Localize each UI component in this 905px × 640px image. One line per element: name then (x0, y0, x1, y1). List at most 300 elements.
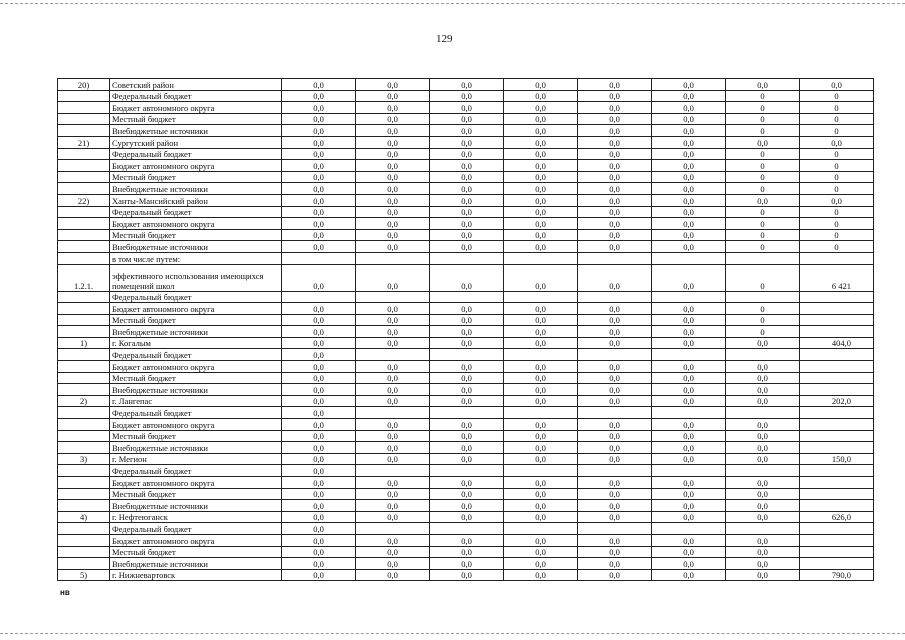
value-cell: 0,0 (430, 442, 504, 454)
value-cell (800, 430, 874, 442)
value-cell: 0,0 (356, 558, 430, 570)
table-row (58, 229, 874, 241)
value-cell: 0,0 (726, 337, 800, 349)
table-row (58, 349, 874, 361)
row-number-cell (58, 442, 110, 454)
value-cell (800, 477, 874, 489)
value-cell: 0,0 (652, 136, 726, 148)
row-name-cell: Федеральный бюджет (110, 465, 282, 477)
value-cell (800, 372, 874, 384)
value-cell: 0,0 (578, 314, 652, 326)
value-cell (578, 349, 652, 361)
value-cell: 0 (800, 183, 874, 195)
value-cell: 0,0 (652, 546, 726, 558)
value-cell: 0,0 (504, 361, 578, 373)
table-row (58, 419, 874, 431)
value-cell: 0,0 (356, 361, 430, 373)
value-cell: 0,0 (578, 113, 652, 125)
value-cell: 0,0 (578, 534, 652, 546)
value-cell: 0,0 (504, 546, 578, 558)
value-cell: 0,0 (504, 183, 578, 195)
row-number-cell (58, 206, 110, 218)
value-cell: 0,0 (356, 136, 430, 148)
value-cell: 0,0 (504, 558, 578, 570)
value-cell: 0,0 (578, 430, 652, 442)
value-cell: 0,0 (504, 241, 578, 253)
value-cell: 0,0 (504, 194, 578, 206)
value-cell: 0,0 (504, 206, 578, 218)
value-cell (282, 291, 356, 303)
row-number-cell: 1.2.1. (58, 264, 110, 291)
row-name-cell: в том числе путем: (110, 252, 282, 264)
value-cell: 0,0 (578, 558, 652, 570)
row-name-cell: Местный бюджет (110, 314, 282, 326)
value-cell: 0,0 (356, 453, 430, 465)
row-number-cell (58, 488, 110, 500)
value-cell: 404,0 (800, 337, 874, 349)
row-number-cell (58, 361, 110, 373)
value-cell: 0,0 (504, 113, 578, 125)
value-cell (430, 407, 504, 419)
value-cell: 0,0 (430, 488, 504, 500)
table-row (58, 523, 874, 535)
row-number-cell (58, 102, 110, 114)
value-cell: 0,0 (504, 136, 578, 148)
value-cell (726, 349, 800, 361)
value-cell: 0,0 (578, 477, 652, 489)
value-cell: 0,0 (430, 183, 504, 195)
value-cell: 0 (800, 241, 874, 253)
value-cell (652, 349, 726, 361)
value-cell (652, 252, 726, 264)
value-cell: 0 (726, 171, 800, 183)
value-cell: 0,0 (652, 113, 726, 125)
row-name-cell: Сургутский район (110, 136, 282, 148)
value-cell: 0,0 (652, 79, 726, 91)
value-cell: 0,0 (282, 326, 356, 338)
value-cell: 0 (726, 206, 800, 218)
value-cell: 0,0 (578, 546, 652, 558)
value-cell: 202,0 (800, 395, 874, 407)
row-number-cell (58, 113, 110, 125)
value-cell: 0,0 (430, 419, 504, 431)
value-cell: 0,0 (504, 511, 578, 523)
table-row (58, 79, 874, 91)
table-row (58, 303, 874, 315)
value-cell: 0,0 (282, 384, 356, 396)
row-number-cell: 1) (58, 337, 110, 349)
value-cell: 0,0 (726, 558, 800, 570)
value-cell (430, 252, 504, 264)
value-cell: 0,0 (578, 148, 652, 160)
value-cell (430, 349, 504, 361)
value-cell (726, 523, 800, 535)
row-name-cell: Федеральный бюджет (110, 407, 282, 419)
value-cell: 0,0 (282, 453, 356, 465)
value-cell: 0,0 (356, 218, 430, 230)
value-cell (800, 291, 874, 303)
value-cell: 0,0 (504, 395, 578, 407)
value-cell: 0 (726, 125, 800, 137)
row-name-cell: Федеральный бюджет (110, 523, 282, 535)
table-row (58, 407, 874, 419)
value-cell: 0,0 (430, 125, 504, 137)
row-name-cell: Внебюджетные источники (110, 558, 282, 570)
value-cell (800, 384, 874, 396)
value-cell: 0,0 (430, 477, 504, 489)
value-cell: 0,0 (356, 500, 430, 512)
value-cell: 0,0 (282, 125, 356, 137)
value-cell: 0,0 (578, 500, 652, 512)
value-cell: 0,0 (430, 229, 504, 241)
value-cell: 0,0 (356, 148, 430, 160)
value-cell: 0 (726, 160, 800, 172)
value-cell: 0,0 (504, 384, 578, 396)
value-cell: 0 (726, 90, 800, 102)
value-cell: 0 (726, 113, 800, 125)
value-cell: 0,0 (282, 113, 356, 125)
value-cell: 0,0 (356, 442, 430, 454)
row-name-cell: Внебюджетные источники (110, 183, 282, 195)
value-cell: 0,0 (652, 419, 726, 431)
value-cell: 0,0 (282, 206, 356, 218)
row-number-cell (58, 148, 110, 160)
value-cell: 0,0 (282, 511, 356, 523)
row-number-cell: 4) (58, 511, 110, 523)
row-name-cell: г. Нижневартовск (110, 569, 282, 581)
row-number-cell (58, 407, 110, 419)
value-cell: 0,0 (430, 102, 504, 114)
value-cell: 0,0 (282, 523, 356, 535)
table-row (58, 395, 874, 407)
value-cell: 0,0 (282, 442, 356, 454)
value-cell (800, 419, 874, 431)
value-cell: 0,0 (430, 264, 504, 291)
value-cell: 0,0 (430, 453, 504, 465)
value-cell: 0,0 (356, 395, 430, 407)
value-cell: 0 (800, 102, 874, 114)
table-row (58, 384, 874, 396)
value-cell (504, 523, 578, 535)
value-cell: 0,0 (282, 136, 356, 148)
row-number-cell (58, 465, 110, 477)
value-cell: 0,0 (504, 419, 578, 431)
value-cell (652, 465, 726, 477)
row-name-cell: эффективного использования имеющихся помещений школ (110, 264, 282, 291)
table-row (58, 252, 874, 264)
row-name-cell: Внебюджетные источники (110, 384, 282, 396)
value-cell (800, 500, 874, 512)
value-cell: 0,0 (726, 569, 800, 581)
value-cell: 0,0 (652, 337, 726, 349)
value-cell: 0,0 (282, 500, 356, 512)
value-cell: 0,0 (652, 218, 726, 230)
row-name-cell: Федеральный бюджет (110, 291, 282, 303)
row-number-cell (58, 419, 110, 431)
value-cell: 0,0 (430, 511, 504, 523)
value-cell: 0,0 (430, 372, 504, 384)
row-name-cell: Советский район (110, 79, 282, 91)
value-cell: 0,0 (578, 229, 652, 241)
value-cell: 0,0 (356, 326, 430, 338)
row-number-cell: 21) (58, 136, 110, 148)
row-number-cell (58, 384, 110, 396)
value-cell: 0,0 (282, 194, 356, 206)
value-cell: 0 (726, 148, 800, 160)
value-cell (356, 523, 430, 535)
row-number-cell: 20) (58, 79, 110, 91)
value-cell: 0,0 (356, 206, 430, 218)
value-cell: 0,0 (726, 477, 800, 489)
row-name-cell: Федеральный бюджет (110, 90, 282, 102)
value-cell: 0,0 (282, 314, 356, 326)
value-cell: 0,0 (800, 136, 874, 148)
value-cell: 150,0 (800, 453, 874, 465)
value-cell (578, 523, 652, 535)
value-cell: 0,0 (430, 558, 504, 570)
value-cell: 0,0 (652, 569, 726, 581)
value-cell: 0,0 (578, 206, 652, 218)
value-cell: 0,0 (726, 372, 800, 384)
row-name-cell: Внебюджетные источники (110, 500, 282, 512)
value-cell: 0,0 (504, 303, 578, 315)
value-cell: 0,0 (282, 558, 356, 570)
row-number-cell (58, 125, 110, 137)
value-cell: 0,0 (282, 361, 356, 373)
value-cell: 0,0 (282, 477, 356, 489)
value-cell: 0,0 (800, 79, 874, 91)
row-name-cell: Федеральный бюджет (110, 148, 282, 160)
value-cell: 0,0 (356, 569, 430, 581)
value-cell: 0,0 (282, 241, 356, 253)
value-cell: 0,0 (430, 79, 504, 91)
value-cell: 0,0 (578, 264, 652, 291)
value-cell: 0,0 (652, 477, 726, 489)
table-row (58, 326, 874, 338)
scan-artifact-bottom (0, 633, 905, 635)
value-cell: 0 (726, 229, 800, 241)
value-cell: 0,0 (430, 384, 504, 396)
value-cell: 0,0 (356, 384, 430, 396)
value-cell: 0,0 (578, 511, 652, 523)
value-cell: 0,0 (430, 337, 504, 349)
value-cell: 0,0 (652, 183, 726, 195)
value-cell: 0,0 (356, 160, 430, 172)
value-cell (578, 465, 652, 477)
value-cell: 0,0 (504, 314, 578, 326)
row-name-cell: Бюджет автономного округа (110, 534, 282, 546)
value-cell: 0,0 (578, 218, 652, 230)
value-cell: 0,0 (356, 264, 430, 291)
value-cell: 0,0 (652, 384, 726, 396)
value-cell: 0,0 (504, 430, 578, 442)
value-cell: 0 (726, 102, 800, 114)
value-cell: 0 (800, 113, 874, 125)
value-cell (504, 465, 578, 477)
row-name-cell: г. Когалым (110, 337, 282, 349)
row-name-cell: Бюджет автономного округа (110, 303, 282, 315)
value-cell (356, 349, 430, 361)
value-cell: 0,0 (504, 372, 578, 384)
value-cell: 0,0 (282, 102, 356, 114)
value-cell: 0,0 (504, 488, 578, 500)
value-cell: 0,0 (652, 488, 726, 500)
value-cell: 0,0 (504, 229, 578, 241)
value-cell: 0 (726, 303, 800, 315)
value-cell: 0,0 (504, 102, 578, 114)
row-name-cell: Бюджет автономного округа (110, 160, 282, 172)
value-cell: 0,0 (430, 160, 504, 172)
value-cell: 0,0 (282, 160, 356, 172)
value-cell: 0,0 (504, 79, 578, 91)
value-cell: 0,0 (726, 500, 800, 512)
value-cell: 0 (726, 264, 800, 291)
table-row (58, 194, 874, 206)
value-cell (800, 314, 874, 326)
value-cell: 0,0 (356, 171, 430, 183)
value-cell: 0,0 (726, 534, 800, 546)
value-cell: 0,0 (282, 264, 356, 291)
table-row (58, 546, 874, 558)
table-row (58, 314, 874, 326)
row-name-cell: Федеральный бюджет (110, 206, 282, 218)
value-cell: 0 (800, 171, 874, 183)
value-cell (652, 407, 726, 419)
table-row (58, 113, 874, 125)
page-number: 129 (436, 33, 453, 45)
value-cell: 0,0 (504, 326, 578, 338)
row-name-cell: г. Нефтеюганск (110, 511, 282, 523)
row-number-cell (58, 303, 110, 315)
value-cell: 0,0 (282, 349, 356, 361)
value-cell (504, 252, 578, 264)
value-cell (356, 465, 430, 477)
value-cell: 0 (800, 160, 874, 172)
value-cell: 0,0 (652, 194, 726, 206)
value-cell: 0,0 (726, 453, 800, 465)
value-cell (800, 465, 874, 477)
row-name-cell: Местный бюджет (110, 546, 282, 558)
value-cell: 0,0 (356, 241, 430, 253)
value-cell: 0,0 (652, 430, 726, 442)
value-cell: 0,0 (578, 326, 652, 338)
value-cell: 0 (800, 229, 874, 241)
value-cell: 0,0 (356, 546, 430, 558)
value-cell: 0,0 (726, 419, 800, 431)
table-row (58, 442, 874, 454)
row-number-cell (58, 90, 110, 102)
value-cell: 0,0 (578, 419, 652, 431)
value-cell: 0,0 (282, 337, 356, 349)
value-cell: 0,0 (430, 430, 504, 442)
table-row (58, 430, 874, 442)
value-cell (800, 349, 874, 361)
row-number-cell (58, 372, 110, 384)
row-name-cell: Бюджет автономного округа (110, 218, 282, 230)
value-cell: 0,0 (504, 218, 578, 230)
table-row (58, 569, 874, 581)
value-cell: 0,0 (430, 113, 504, 125)
row-number-cell (58, 171, 110, 183)
table-row (58, 171, 874, 183)
value-cell: 0,0 (578, 303, 652, 315)
value-cell: 0,0 (430, 361, 504, 373)
value-cell: 0,0 (282, 171, 356, 183)
value-cell: 0 (800, 148, 874, 160)
value-cell: 0,0 (356, 303, 430, 315)
value-cell: 0,0 (356, 314, 430, 326)
table-row (58, 488, 874, 500)
value-cell: 0,0 (578, 337, 652, 349)
value-cell: 0,0 (282, 372, 356, 384)
value-cell (356, 407, 430, 419)
value-cell: 0,0 (504, 534, 578, 546)
value-cell (504, 407, 578, 419)
row-name-cell: г. Лангепас (110, 395, 282, 407)
table-row (58, 241, 874, 253)
value-cell: 0 (800, 218, 874, 230)
value-cell: 0,0 (504, 264, 578, 291)
value-cell: 0,0 (356, 419, 430, 431)
row-number-cell: 22) (58, 194, 110, 206)
value-cell: 0,0 (578, 384, 652, 396)
value-cell: 0,0 (356, 90, 430, 102)
value-cell (726, 465, 800, 477)
value-cell (800, 252, 874, 264)
value-cell: 0,0 (282, 218, 356, 230)
value-cell: 790,0 (800, 569, 874, 581)
value-cell (800, 523, 874, 535)
value-cell: 0,0 (652, 361, 726, 373)
row-number-cell (58, 291, 110, 303)
value-cell: 0,0 (578, 79, 652, 91)
value-cell (800, 488, 874, 500)
value-cell (726, 407, 800, 419)
value-cell: 0,0 (282, 534, 356, 546)
value-cell: 0,0 (282, 183, 356, 195)
value-cell: 0,0 (282, 90, 356, 102)
value-cell (800, 442, 874, 454)
value-cell: 0,0 (578, 136, 652, 148)
value-cell: 0,0 (652, 500, 726, 512)
value-cell (800, 407, 874, 419)
value-cell: 0,0 (726, 79, 800, 91)
value-cell: 0,0 (578, 442, 652, 454)
row-name-cell: Местный бюджет (110, 229, 282, 241)
value-cell: 0,0 (356, 430, 430, 442)
budget-table (57, 78, 874, 581)
row-name-cell: Внебюджетные источники (110, 241, 282, 253)
value-cell: 0,0 (652, 264, 726, 291)
value-cell: 0,0 (356, 194, 430, 206)
value-cell: 0,0 (578, 171, 652, 183)
value-cell: 0 (726, 218, 800, 230)
table-row (58, 148, 874, 160)
value-cell: 0,0 (578, 395, 652, 407)
value-cell: 0,0 (504, 148, 578, 160)
value-cell: 0,0 (578, 194, 652, 206)
value-cell: 0,0 (430, 395, 504, 407)
row-number-cell (58, 160, 110, 172)
row-number-cell (58, 229, 110, 241)
table-row (58, 206, 874, 218)
value-cell: 0,0 (430, 218, 504, 230)
row-number-cell (58, 430, 110, 442)
value-cell: 0,0 (726, 194, 800, 206)
value-cell: 0,0 (578, 90, 652, 102)
table-row (58, 372, 874, 384)
row-number-cell (58, 523, 110, 535)
